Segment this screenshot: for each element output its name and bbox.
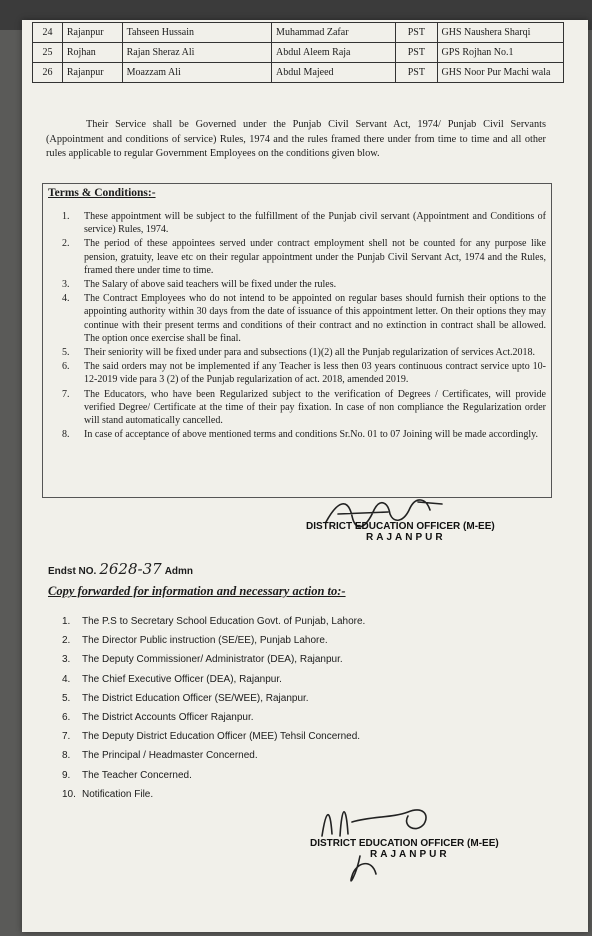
terms-item-text: The Salary of above said teachers will be fixed under the rules. [84, 279, 337, 291]
table-cell-name: Rajan Sheraz Ali [122, 43, 271, 63]
table-row [33, 43, 564, 63]
table-cell-father: Abdul Aleem Raja [272, 43, 396, 63]
service-paragraph: Their Service shall be Governed under the Punjab Civil Servant Act, 1974/ Punjab Civil Servants (Appointment and conditions of service) Rules, 1974 and the rules framed there under from time to time and all other rules applicable to regular Government Employees on the conditions given blow. [46, 119, 546, 159]
terms-item-text: The Educators, who have been Regularized subject to the verification of Degrees / Certificates, will provide verified Degree/ Certificate at the time of their pay fixation. In case of non compliance the Regularization order will stand automatically cancelled. [84, 388, 546, 427]
endst-suffix: Admn [164, 566, 194, 577]
table-cell-post: PST [396, 63, 437, 83]
terms-item-number: 5. [62, 347, 70, 359]
copy-item-text: The District Accounts Officer Rajanpur. [82, 712, 254, 724]
table-row [33, 63, 564, 83]
copy-item-number: 1. [62, 616, 71, 627]
copy-item-text: The Deputy Commissioner/ Administrator (DEA), Rajanpur. [82, 654, 343, 666]
signature-block-1 [306, 521, 495, 543]
terms-item [62, 388, 546, 428]
copy-item-text: The District Education Officer (SE/WEE), Rajanpur. [82, 692, 309, 704]
terms-title: Terms & Conditions:- [48, 187, 156, 199]
terms-item-text: The said orders may not be implemented if any Teacher is less then 03 years continuous contract service upto 10-12-2019 vide para 3 (2) of the Punjab regularization of act. 2018, amended 2019. [84, 361, 546, 386]
table-cell-district: Rojhan [62, 43, 122, 63]
terms-item-text: The period of these appointees served under contract employment shell not be counted for any purpose like pension, gratuity, leave etc on their regular appointment under the Punjab Civil Servant Act, 1974 and the Rules, framed there under time to time. [84, 238, 546, 276]
table-row [33, 23, 564, 43]
terms-item-number: 7. [62, 388, 70, 400]
copy-item [62, 708, 482, 727]
copy-item-text: The Teacher Concerned. [82, 769, 192, 781]
copy-item-number: 8. [62, 750, 71, 762]
terms-item [62, 360, 546, 386]
copy-item-number: 3. [62, 654, 71, 666]
copy-item-number: 6. [62, 712, 71, 724]
terms-item-number: 1. [62, 211, 70, 222]
terms-item-number: 8. [62, 429, 70, 441]
table-cell-post: PST [396, 43, 437, 63]
copy-item-text: The Deputy District Education Officer (MEE) Tehsil Concerned. [82, 731, 361, 743]
copy-item [62, 670, 482, 689]
copy-item-text: Notification File. [82, 788, 154, 800]
copy-item [62, 766, 482, 785]
copy-item-text: The P.S to Secretary School Education Govt. of Punjab, Lahore. [82, 616, 366, 627]
signature-place: RAJANPUR [366, 532, 446, 543]
copy-item-number: 5. [62, 692, 71, 704]
copy-item [62, 727, 482, 746]
endst-label: Endst NO. [48, 566, 97, 577]
copy-item-number: 10. [62, 788, 76, 800]
terms-item [62, 292, 546, 345]
table-cell-school: GHS Noor Pur Machi wala [437, 63, 563, 83]
table-cell-name: Moazzam Ali [122, 63, 271, 83]
table-cell-school: GHS Naushera Sharqi [437, 23, 563, 43]
table-cell-no: 25 [33, 43, 63, 63]
terms-item-number: 4. [62, 293, 70, 305]
endst-number: 2628-37 [99, 560, 162, 578]
copy-item-number: 9. [62, 769, 71, 781]
copy-forwarded-title: Copy forwarded for information and necessary action to:- [48, 584, 346, 598]
copy-forwarded-list [62, 612, 482, 804]
table-cell-district: Rajanpur [62, 63, 122, 83]
table-cell-no: 24 [33, 23, 63, 43]
terms-item-number: 3. [62, 279, 70, 291]
terms-item [62, 210, 546, 236]
copy-item [62, 746, 482, 765]
terms-item-text: In case of acceptance of above mentioned terms and conditions Sr.No. 01 to 07 Joining will be made accordingly. [84, 429, 538, 441]
terms-item-number: 6. [62, 361, 70, 373]
terms-list [62, 210, 546, 442]
copy-item [62, 631, 482, 650]
table-cell-no: 26 [33, 63, 63, 83]
endorsement-number [48, 560, 193, 578]
table-cell-post: PST [396, 23, 437, 43]
table-cell-father: Muhammad Zafar [272, 23, 396, 43]
copy-item [62, 650, 482, 669]
copy-item-number: 7. [62, 731, 71, 743]
terms-item [62, 237, 546, 277]
copy-item-text: The Director Public instruction (SE/EE), Punjab Lahore. [82, 635, 328, 647]
copy-item-number: 4. [62, 673, 71, 685]
terms-item [62, 428, 546, 441]
terms-item-number: 2. [62, 238, 70, 250]
terms-item [62, 346, 546, 359]
table-cell-district: Rajanpur [62, 23, 122, 43]
staff-table [32, 22, 564, 83]
signature-designation: DISTRICT EDUCATION OFFICER (M-EE) [306, 521, 495, 532]
table-cell-school: GPS Rojhan No.1 [437, 43, 563, 63]
signature-designation: DISTRICT EDUCATION OFFICER (M-EE) [310, 838, 499, 849]
terms-item-text: Their seniority will be fixed under para and subsections (1)(2) all the Punjab regularization of services Act.2018. [84, 347, 535, 359]
table-cell-father: Abdul Majeed [272, 63, 396, 83]
table-cell-name: Tahseen Hussain [122, 23, 271, 43]
terms-item-text: The Contract Employees who do not intend to be appointed on regular bases should furnish their options to the appointing authority within 30 days from the date of issuance of this appointment letter. On their options they may continue with their present terms and conditions of their contract and no extinction in contract shall be allowed. The option once exercise shall be final. [84, 293, 546, 344]
copy-item-number: 2. [62, 635, 71, 647]
copy-item [62, 612, 482, 631]
terms-item-text: These appointment will be subject to the fulfillment of the Punjab civil servant (Appointment and Conditions of service) Rules, 1974. [84, 211, 546, 236]
signature-place: RAJANPUR [370, 849, 450, 860]
copy-item-text: The Principal / Headmaster Concerned. [82, 750, 258, 762]
signature-block-2 [310, 838, 499, 860]
copy-item-text: The Chief Executive Officer (DEA), Rajanpur. [82, 673, 282, 685]
copy-item [62, 689, 482, 708]
terms-item [62, 278, 546, 291]
